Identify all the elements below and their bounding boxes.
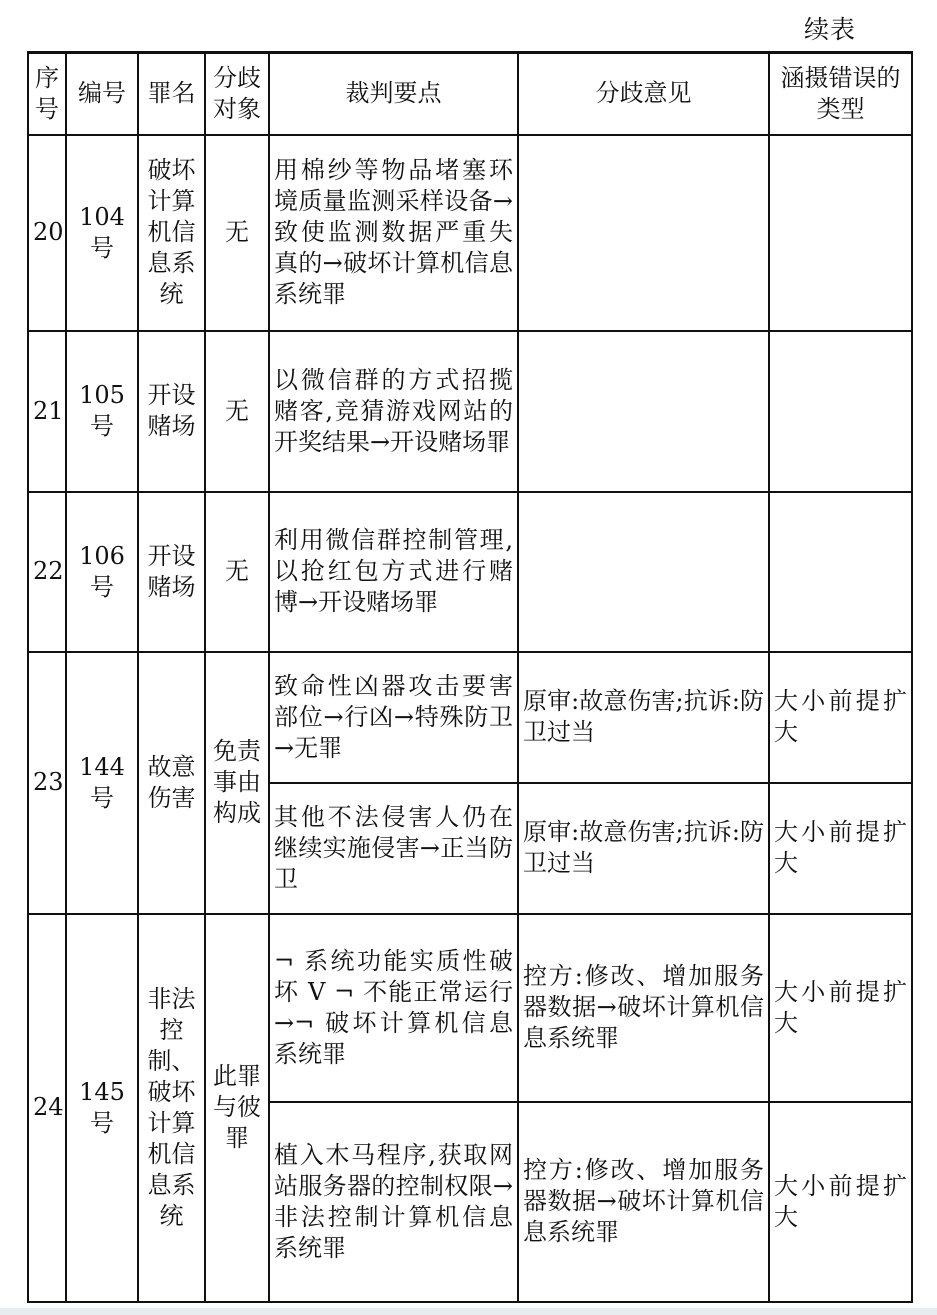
cell-seq: 21 bbox=[28, 331, 66, 492]
cell-num: 105号 bbox=[66, 331, 138, 492]
cell-num: 106号 bbox=[66, 492, 138, 652]
cell-type bbox=[769, 135, 912, 331]
cell-seq: 22 bbox=[28, 492, 66, 652]
header-row bbox=[28, 53, 912, 135]
cell-num: 144号 bbox=[66, 652, 138, 914]
cell-point: 以微信群的方式招揽赌客,竞猜游戏网站的开奖结果→开设赌场罪 bbox=[269, 331, 518, 492]
continuation-label: 续表 bbox=[804, 15, 857, 44]
cell-type: 大小前提扩大 bbox=[769, 652, 912, 783]
header-object: 分歧对象 bbox=[205, 53, 269, 135]
cell-object: 免责事由构成 bbox=[205, 652, 269, 914]
page-bottom-bar bbox=[0, 1308, 937, 1315]
table-row bbox=[28, 652, 912, 783]
table-row bbox=[28, 914, 912, 1102]
cell-crime: 故意伤害 bbox=[138, 652, 205, 914]
cell-point: 用棉纱等物品堵塞环境质量监测采样设备→致使监测数据严重失真的→破坏计算机信息系统罪 bbox=[269, 135, 518, 331]
cell-point: 其他不法侵害人仍在继续实施侵害→正当防卫 bbox=[269, 783, 518, 914]
cell-opinion bbox=[518, 135, 769, 331]
cell-opinion: 原审:故意伤害;抗诉:防卫过当 bbox=[518, 783, 769, 914]
cell-crime: 开设赌场 bbox=[138, 492, 205, 652]
cell-opinion bbox=[518, 492, 769, 652]
cell-point: 致命性凶器攻击要害部位→行凶→特殊防卫→无罪 bbox=[269, 652, 518, 783]
cell-type: 大小前提扩大 bbox=[769, 914, 912, 1102]
cell-point: ¬ 系统功能实质性破坏 V ¬ 不能正常运行→¬ 破坏计算机信息系统罪 bbox=[269, 914, 518, 1102]
cell-point: 利用微信群控制管理,以抢红包方式进行赌博→开设赌场罪 bbox=[269, 492, 518, 652]
header-seq: 序号 bbox=[28, 53, 66, 135]
cell-object: 此罪与彼罪 bbox=[205, 914, 269, 1302]
cell-opinion bbox=[518, 331, 769, 492]
cell-object: 无 bbox=[205, 135, 269, 331]
cell-object: 无 bbox=[205, 331, 269, 492]
header-type: 涵摄错误的类型 bbox=[769, 53, 912, 135]
cell-num: 104号 bbox=[66, 135, 138, 331]
cell-num: 145号 bbox=[66, 914, 138, 1302]
cell-opinion: 控方:修改、增加服务器数据→破坏计算机信息系统罪 bbox=[518, 914, 769, 1102]
cell-object: 无 bbox=[205, 492, 269, 652]
header-point: 裁判要点 bbox=[269, 53, 518, 135]
header-crime: 罪名 bbox=[138, 53, 205, 135]
cell-type bbox=[769, 331, 912, 492]
cell-type: 大小前提扩大 bbox=[769, 783, 912, 914]
table-row bbox=[28, 492, 912, 652]
cell-crime: 非法控制、破坏计算机信息系统 bbox=[138, 914, 205, 1302]
cell-type bbox=[769, 492, 912, 652]
header-opinion: 分歧意见 bbox=[518, 53, 769, 135]
data-table bbox=[27, 51, 913, 1303]
cell-point: 植入木马程序,获取网站服务器的控制权限→非法控制计算机信息系统罪 bbox=[269, 1102, 518, 1302]
cell-type: 大小前提扩大 bbox=[769, 1102, 912, 1302]
cell-seq: 20 bbox=[28, 135, 66, 331]
cell-opinion: 控方:修改、增加服务器数据→破坏计算机信息系统罪 bbox=[518, 1102, 769, 1302]
cell-crime: 破坏计算机信息系统 bbox=[138, 135, 205, 331]
cell-crime: 开设赌场 bbox=[138, 331, 205, 492]
cell-seq: 24 bbox=[28, 914, 66, 1302]
table-row bbox=[28, 135, 912, 331]
cell-opinion: 原审:故意伤害;抗诉:防卫过当 bbox=[518, 652, 769, 783]
table-row bbox=[28, 331, 912, 492]
cell-seq: 23 bbox=[28, 652, 66, 914]
header-num: 编号 bbox=[66, 53, 138, 135]
